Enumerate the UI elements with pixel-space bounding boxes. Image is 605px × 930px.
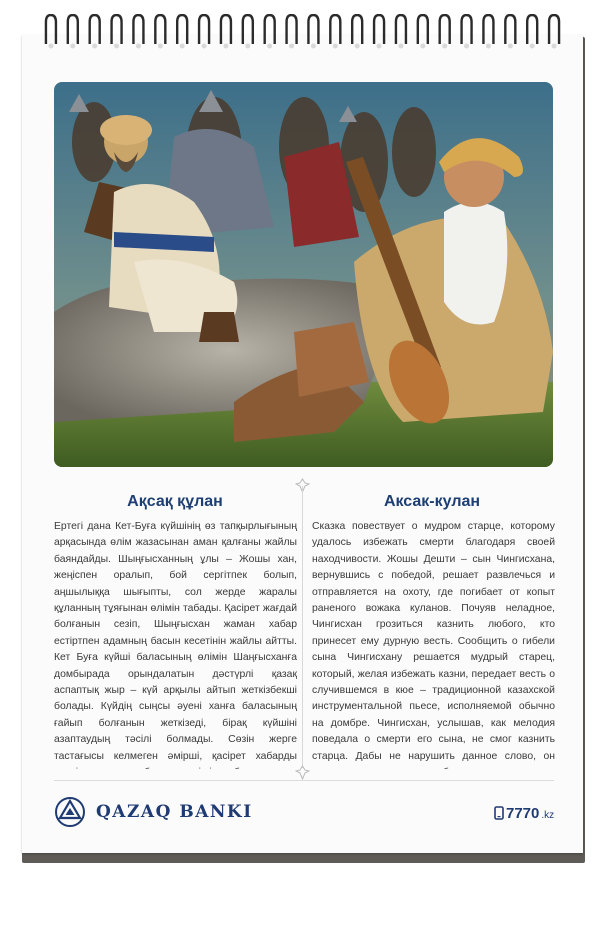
spiral-hole — [289, 44, 294, 49]
spiral-ring — [243, 15, 253, 44]
left-column-title: Ақсақ құлан — [127, 493, 223, 510]
spiral-hole — [158, 44, 163, 49]
spiral-hole — [398, 44, 403, 49]
spiral-ring — [265, 15, 275, 44]
spiral-ring — [374, 15, 384, 44]
spiral-ring — [46, 15, 56, 44]
footer-divider — [54, 780, 554, 781]
spiral-ring — [505, 15, 515, 44]
spiral-ring — [177, 15, 187, 44]
spiral-ring — [330, 15, 340, 44]
spiral-ring — [112, 15, 122, 44]
spiral-hole — [180, 44, 185, 49]
right-column-text: Сказка повествует о мудром старце, которому удалось избежать смерти благодаря своей находчивости. Жошы Дешти – сын Чингисхана, вернувшись с победой, решает развлечься и отправляется на охоту, где погибает от копыт раненого вожака куланов. Почуяв неладное, Чингисхан грозиться казнить любого, кто принесет ему дурную весть. Сообщить о гибели сына Чингисхану решается мудрый старец, который, желая избежать казни, передает весть о случившемся в кюе – традиционной казахской инструментальной пьесе, исполняемой обычно на домбре. Чингисхан, услышав, как мелодия поведала о смерти его сына, не смог казнить старца. Дабы не нарушить данное слово, он — [312, 521, 555, 762]
spiral-ring — [133, 15, 143, 44]
spiral-hole — [486, 44, 491, 49]
spiral-hole — [508, 44, 513, 49]
left-column-text: Ертегі дана Кет-Буға күйшінің өз тапқырлығының арқасында өлім жазасынан аман қалғаны жайлы баяндайды. Шыңғысханның ұлы – Жошы хан, жеңіспен оралып, бой сергітпек болып, аңшылыққа шығыпты, сол жерде жаралы құланның тұяғынан өлімін табады. Қасірет жағдай болғанын сезіп, Шыңғысхан жаман хабар естіртпен адамның басын кесетінін жайлы айтты. Кет Буға күйші баласының өлімін Шаңғысханға домбырада орындалатын дәстүрлі қазақ аспаптық жыр – күй арқылы айтып жеткізбекші болады. Күйдің сыңсы әуені ханға баласының ғайып болғанын жеткізеді, бірақ күйшіні азаптаудың тәсілі болмады. Сөзін жерге тастағысы келмеген әмірші, қасірет хабарды — [54, 521, 297, 762]
spiral-ring — [483, 15, 493, 44]
spiral-hole — [245, 44, 250, 49]
spiral-hole — [136, 44, 141, 49]
illustration-aksak-kulan — [54, 82, 553, 467]
spiral-binding — [40, 14, 565, 50]
spiral-hole — [311, 44, 316, 49]
spiral-hole — [202, 44, 207, 49]
phone-icon — [494, 806, 504, 820]
spiral-ring — [527, 15, 537, 44]
spiral-ring — [308, 15, 318, 44]
illustration-painting — [54, 82, 553, 467]
spiral-hole — [377, 44, 382, 49]
spiral-hole — [114, 44, 119, 49]
brand-name: QAZAQ BANKI — [96, 802, 253, 822]
spiral-ring — [68, 15, 78, 44]
spiral-hole — [464, 44, 469, 49]
spiral-ring — [221, 15, 231, 44]
spiral-hole — [48, 44, 53, 49]
spiral-hole — [420, 44, 425, 49]
spiral-hole — [92, 44, 97, 49]
website-number: 7770 — [506, 804, 540, 822]
spiral-ring — [462, 15, 472, 44]
spiral-ring — [155, 15, 165, 44]
spiral-hole — [70, 44, 75, 49]
spiral-ring — [549, 15, 559, 44]
spiral-hole — [267, 44, 272, 49]
spiral-ring — [287, 15, 297, 44]
spiral-ring — [352, 15, 362, 44]
bank-website[interactable] — [494, 803, 554, 823]
column-divider — [302, 486, 303, 768]
website-tld: .kz — [541, 809, 555, 821]
spiral-hole — [442, 44, 447, 49]
ornament-icon — [295, 765, 310, 780]
qazaq-banki-logo-icon — [54, 796, 86, 828]
right-column-title: Аксак-кулан — [383, 493, 481, 510]
spiral-ring — [199, 15, 209, 44]
spiral-ring — [440, 15, 450, 44]
spiral-hole — [530, 44, 535, 49]
spiral-hole — [355, 44, 360, 49]
spiral-ring — [418, 15, 428, 44]
spiral-hole — [552, 44, 557, 49]
spiral-ring — [396, 15, 406, 44]
spiral-hole — [333, 44, 338, 49]
spiral-ring — [90, 15, 100, 44]
spiral-hole — [223, 44, 228, 49]
